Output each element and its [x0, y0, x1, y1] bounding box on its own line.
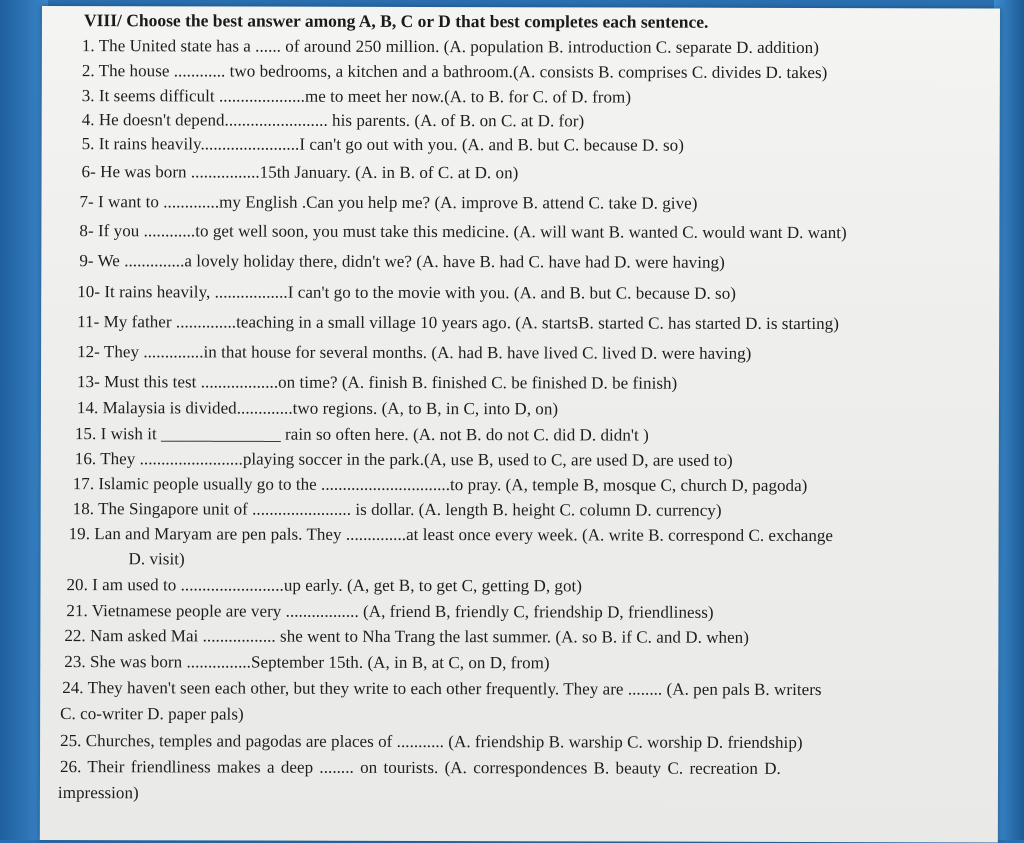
- question-25: 25. Churches, temples and pagodas are places of ........... (A. friendship B. warship C. worship D. friendship): [60, 731, 803, 752]
- question-8: 8- If you ............to get well soon, you must take this medicine. (A. will want B. wanted C. would want D. want): [79, 221, 847, 243]
- question-17: 17. Islamic people usually go to the ..............................to pray. (A, temple B, mosque C, church D, pagoda): [72, 474, 808, 496]
- question-10: 10- It rains heavily, .................I can't go to the movie with you. (A. and B. but C. because D. so): [77, 282, 737, 303]
- question-6: 6- He was born ................15th January. (A. in B. of C. at D. on): [81, 162, 519, 183]
- question-15: 15. I wish it ______________ rain so often here. (A. not B. do not C. did D. didn't ): [74, 424, 649, 445]
- question-5: 5. It rains heavily.......................I can't go out with you. (A. and B. but C. because D. so): [81, 134, 684, 155]
- question-7: 7- I want to .............my English .Can you help me? (A. improve B. attend C. take D. give): [79, 192, 698, 213]
- question-2: 2. The house ............ two bedrooms, a kitchen and a bathroom.(A. consists B. comprises C. divides D. takes): [81, 61, 828, 83]
- question-19: 19. Lan and Maryam are pen pals. They ..............at least once every week. (A. write B. correspond C. exchange: [68, 524, 834, 546]
- question-9: 9- We ..............a lovely holiday there, didn't we? (A. have B. had C. have had D. were having): [79, 251, 725, 272]
- worksheet-paper: [40, 6, 1000, 843]
- question-13: 13- Must this test ..................on time? (A. finish B. finished C. be finished D. be finish): [76, 372, 678, 393]
- exercise-heading: VIII/ Choose the best answer among A, B, C or D that best completes each sentence.: [83, 10, 709, 32]
- question-20: 20. I am used to ........................up early. (A, get B, to get C, getting D, got): [66, 575, 583, 596]
- question-19-continued: D. visit): [128, 549, 185, 569]
- question-18: 18. The Singapore unit of ....................... is dollar. (A. length B. height C. column D. currency): [72, 499, 722, 520]
- question-4: 4. He doesn't depend........................ his parents. (A. of B. on C. at D. for): [81, 110, 585, 131]
- question-21: 21. Vietnamese people are very ................. (A, friend B, friendly C, friendship D, friendliness): [66, 601, 714, 622]
- question-24: 24. They haven't seen each other, but they write to each other frequently. They are ........ (A. pen pals B. writers: [62, 678, 822, 700]
- question-26: 26. Their friendliness makes a deep ........ on tourists. (A. correspondences B. beauty C. recreation D.: [59, 757, 781, 778]
- question-23: 23. She was born ...............September 15th. (A, in B, at C, on D, from): [64, 652, 550, 673]
- question-14: 14. Malaysia is divided.............two regions. (A, to B, in C, into D, on): [76, 398, 559, 419]
- question-22: 22. Nam asked Mai ................. she went to Nha Trang the last summer. (A. so B. if C. and D. when): [64, 626, 749, 647]
- question-16: 16. They ........................playing soccer in the park.(A, use B, used to C, are used D, are used to): [74, 449, 733, 470]
- question-3: 3. It seems difficult ....................me to meet her now.(A. to B. for C. of D. from): [81, 86, 632, 107]
- question-24-continued: C. co-writer D. paper pals): [60, 704, 244, 724]
- question-11: 11- My father ..............teaching in a small village 10 years ago. (A. startsB. started C. has started D. is starting): [77, 312, 839, 334]
- question-1: 1. The United state has a ...... of around 250 million. (A. population B. introduction C. separate D. addition): [81, 36, 819, 58]
- question-26-continued: impression): [57, 783, 139, 803]
- question-12: 12- They ..............in that house for several months. (A. had B. have lived C. lived D. were having): [77, 342, 752, 363]
